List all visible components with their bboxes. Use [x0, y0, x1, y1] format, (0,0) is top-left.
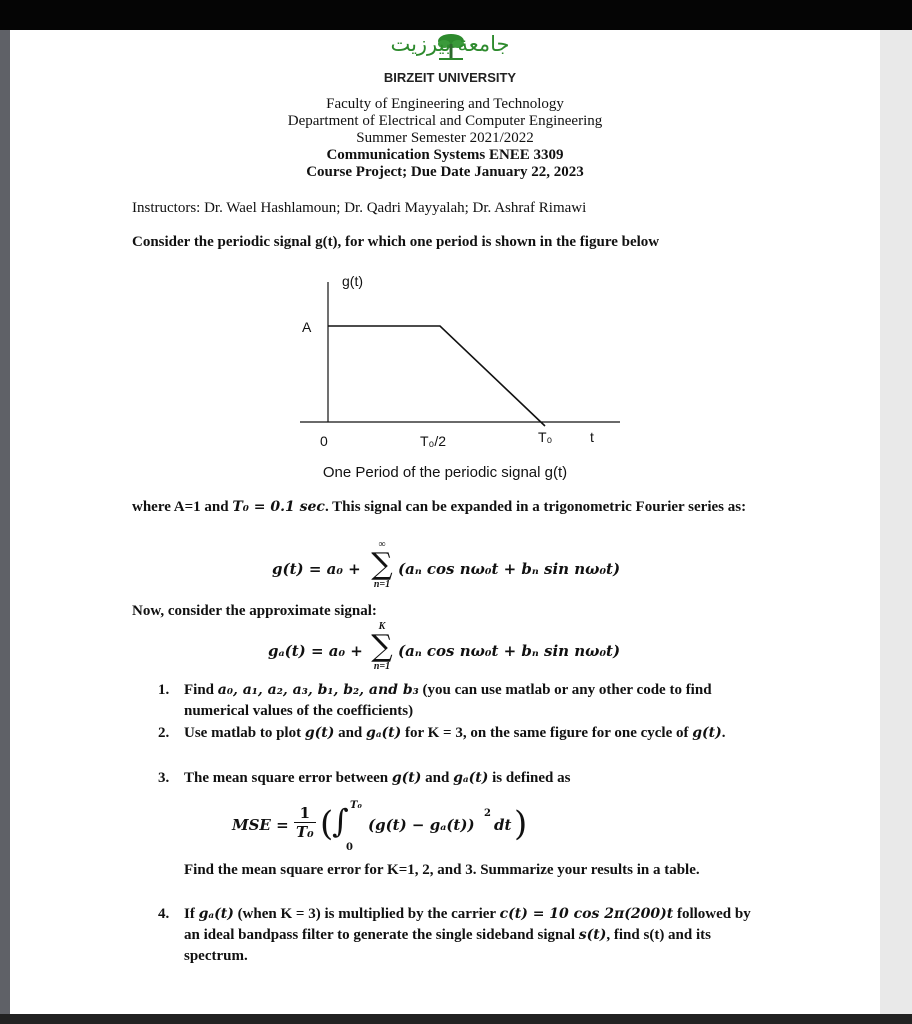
approx-equation-rhs: (aₙ cos nω₀t + bₙ sin nω₀t): [398, 642, 621, 660]
bottom-bar: [0, 1014, 912, 1024]
intro-paragraph: Consider the periodic signal g(t), for which one period is shown in the figure below: [132, 234, 660, 250]
integral-symbol: ∫: [332, 802, 349, 840]
where-T0: T₀ = 0.1 sec: [232, 499, 325, 515]
faculty-line: Faculty of Engineering and Technology: [326, 96, 564, 112]
viewer-right-margin: [880, 30, 912, 1014]
logo-english-name: BIRZEIT UNIVERSITY: [383, 70, 517, 85]
list-item-4: 4. If gₐ(t) (when K = 3) is multiplied by the carrier c(t) = 10 cos 2π(200)t followed by an ideal bandpass filter to generate the single sideband signal s(t), find s(t) and its spectrum.: [158, 906, 751, 964]
signal-waveform: [328, 326, 545, 426]
document-page: [10, 30, 880, 1014]
amplitude-label: A: [302, 319, 312, 335]
sigma-symbol: ∑: [371, 629, 393, 664]
instructors-line: Instructors: Dr. Wael Hashlamoun; Dr. Qadri Mayyalah; Dr. Ashraf Rimawi: [132, 200, 587, 216]
top-black-bar: [0, 0, 912, 30]
integral-upper: T₀: [350, 800, 362, 811]
approx-equation-lhs: gₐ(t) = a₀ +: [268, 642, 363, 660]
sigma-symbol: ∑: [371, 547, 393, 582]
department-line: Department of Electrical and Computer Engineering: [287, 113, 603, 129]
approx-sum-symbol: [368, 622, 396, 672]
mse-equation: MSE = $\frac{1}{\text{T₀}}$ ( ∫ T₀ 0 (g(t) − gₐ(t)) 2 dt ): [232, 800, 528, 853]
figure-caption: One Period of the periodic signal g(t): [322, 464, 568, 481]
x-tick-half-period: T₀/2: [420, 433, 447, 449]
semester-line: Summer Semester 2021/2022: [356, 130, 534, 146]
mse-fraction: $\frac{1}{\text{T₀}}$: [296, 804, 314, 841]
list-item-1: 1. Find a₀, a₁, a₂, a₃, b₁, b₂, and b₃ (you can use matlab or any other code to find numerical values of the coefficients): [158, 682, 712, 719]
signal-figure: [270, 268, 630, 468]
fourier-series-equation-lhs: g(t) = a₀ +: [272, 560, 361, 578]
x-tick-period: T₀: [538, 429, 553, 445]
logo-arabic-name: جامعة بيرزيت: [390, 32, 510, 56]
sum-upper-limit: K: [378, 621, 386, 632]
mse-followup: Find the mean square error for K=1, 2, and 3. Summarize your results in a table.: [184, 862, 700, 878]
approx-intro: Now, consider the approximate signal:: [132, 603, 377, 619]
list-item-2: 2. Use matlab to plot g(t) and gₐ(t) for K = 3, on the same figure for one cycle of g(t).: [158, 725, 726, 741]
y-axis-label: g(t): [342, 273, 363, 289]
x-axis-label: t: [590, 429, 594, 445]
integral-lower: 0: [346, 842, 353, 853]
list-item-3: 3. The mean square error between g(t) and gₐ(t) is defined as: [158, 770, 571, 786]
sum-lower-limit: n=1: [373, 579, 391, 590]
course-title: Communication Systems ENEE 3309: [326, 147, 564, 163]
sum-upper-limit: ∞: [378, 539, 386, 550]
sum-lower-limit: n=1: [373, 661, 391, 672]
fourier-series-equation-rhs: (aₙ cos nω₀t + bₙ sin nω₀t): [398, 560, 621, 578]
fourier-sum-symbol: [368, 540, 396, 590]
university-logo: [360, 30, 540, 88]
where-paragraph: [132, 496, 772, 518]
where-text-2: . This signal can be expanded in a trigonometric Fourier series as:: [324, 499, 747, 515]
project-title: Course Project; Due Date January 22, 2023: [306, 164, 584, 180]
where-text-1: where A=1 and: [132, 499, 233, 515]
x-tick-zero: 0: [320, 433, 328, 449]
